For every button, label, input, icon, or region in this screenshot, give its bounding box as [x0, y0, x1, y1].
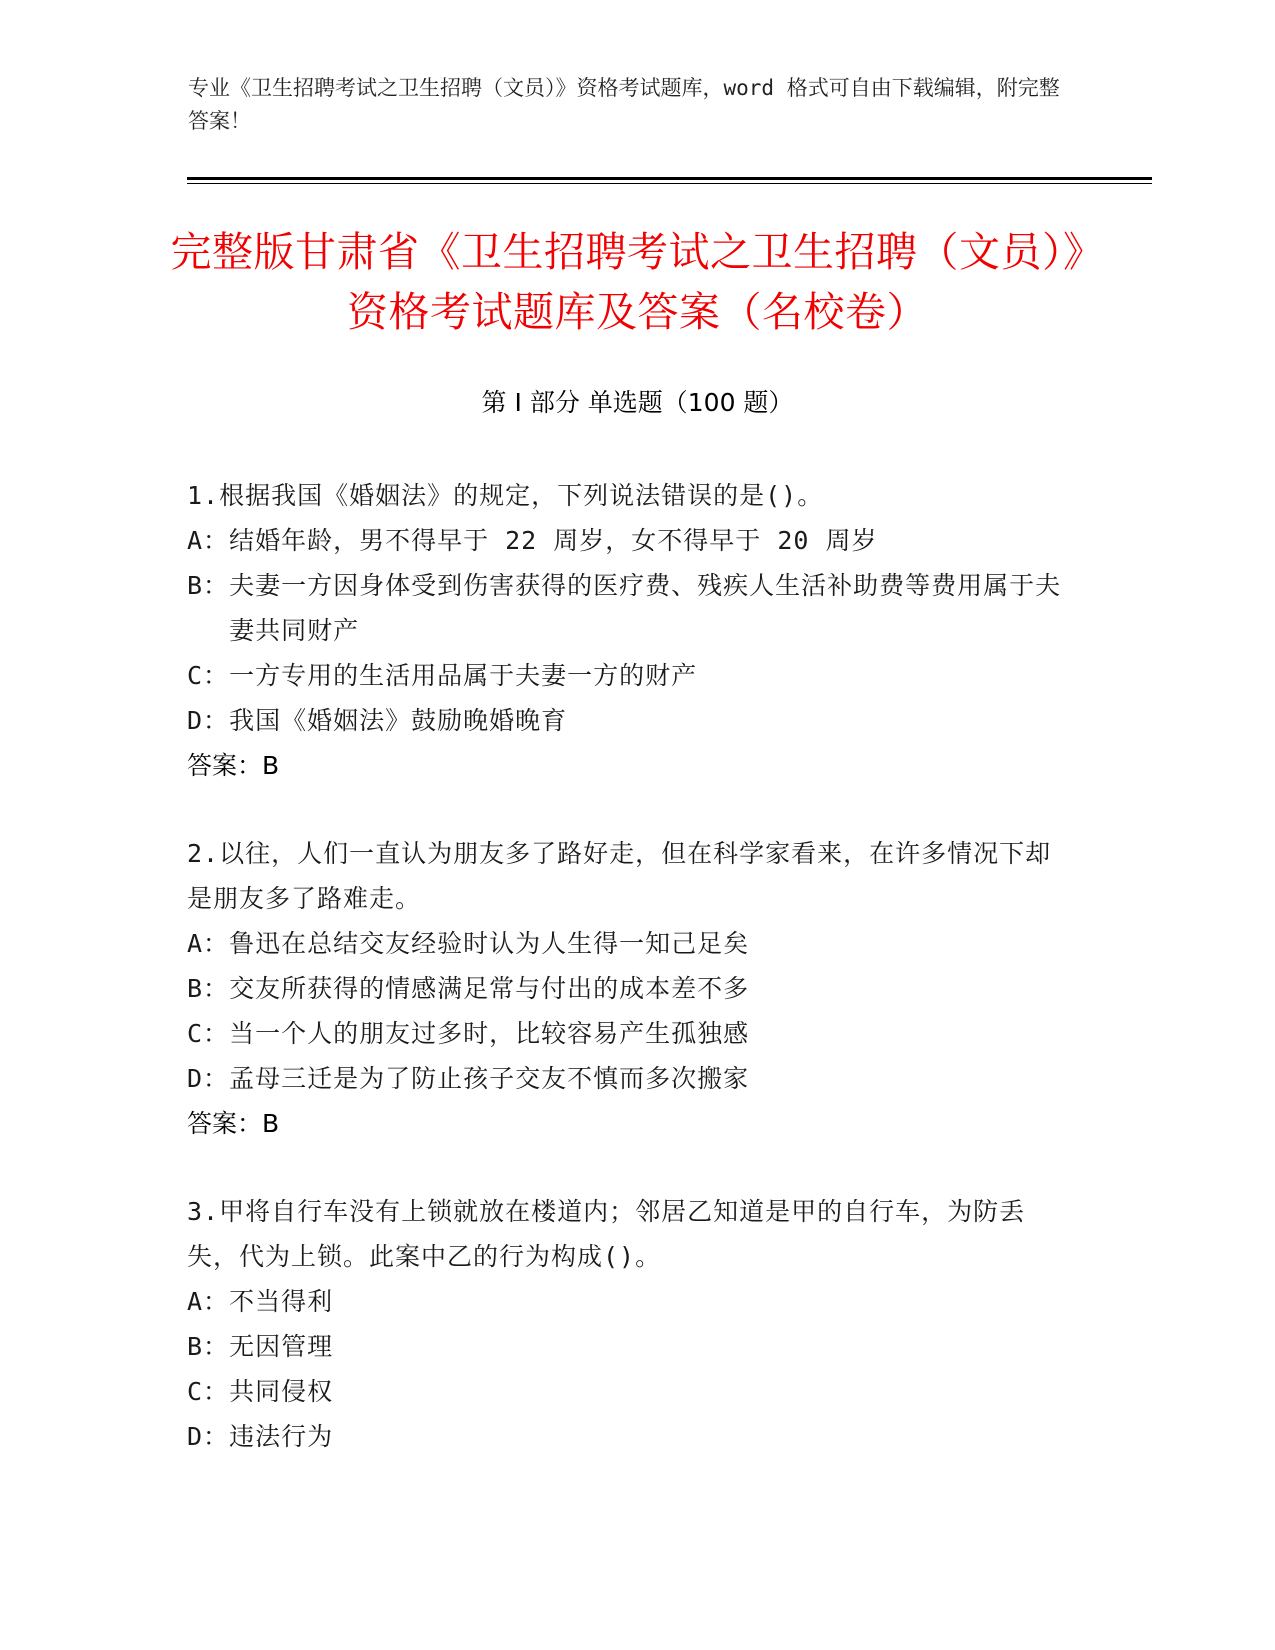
option-key: C： — [187, 1377, 230, 1406]
option-text: 违法行为 — [229, 1422, 334, 1451]
answer-line: 答案：B — [187, 1109, 280, 1138]
option-key: A： — [187, 1287, 230, 1316]
option-text: 不当得利 — [229, 1287, 334, 1316]
option-text: 一方专用的生活用品属于夫妻一方的财产 — [229, 661, 698, 690]
option-b — [187, 563, 1067, 653]
question-stem: 1.根据我国《婚姻法》的规定，下列说法错误的是()。 — [187, 481, 824, 510]
option-text: 我国《婚姻法》鼓励晚婚晚育 — [229, 706, 568, 735]
option-text: 鲁迅在总结交友经验时认为人生得一知己足矣 — [229, 929, 750, 958]
option-key: C： — [187, 661, 230, 690]
option-key: A： — [187, 929, 230, 958]
question-stem: 2.以往，人们一直认为朋友多了路好走，但在科学家看来，在许多情况下却是朋友多了路难走。 — [187, 839, 1052, 913]
option-a — [187, 1279, 1067, 1324]
option-b — [187, 1324, 1067, 1369]
section-heading: 第 I 部分 单选题（100 题） — [481, 388, 794, 417]
option-c — [187, 1369, 1067, 1414]
option-text: 交友所获得的情感满足常与付出的成本差不多 — [229, 974, 750, 1003]
document-title: 完整版甘肃省《卫生招聘考试之卫生招聘（文员）》资格考试题库及答案（名校卷） — [170, 228, 1105, 336]
option-c — [187, 653, 1067, 698]
option-a — [187, 518, 1067, 563]
option-key: D： — [187, 706, 230, 735]
header-note: 专业《卫生招聘考试之卫生招聘（文员）》资格考试题库，word 格式可自由下载编辑，附完整答案！ — [188, 76, 1060, 133]
option-key: B： — [187, 974, 230, 1003]
question-stem: 3.甲将自行车没有上锁就放在楼道内；邻居乙知道是甲的自行车，为防丢失，代为上锁。此案中乙的行为构成()。 — [187, 1197, 1026, 1271]
header-divider-thin — [187, 183, 1152, 184]
option-key: D： — [187, 1422, 230, 1451]
header-divider-thick — [187, 177, 1152, 180]
option-a — [187, 921, 1067, 966]
question-3 — [187, 1189, 1067, 1459]
option-key: D： — [187, 1064, 230, 1093]
option-text: 无因管理 — [229, 1332, 334, 1361]
question-list — [187, 473, 1067, 1502]
answer-line: 答案：B — [187, 751, 280, 780]
question-2 — [187, 831, 1067, 1146]
question-1 — [187, 473, 1067, 788]
option-key: B： — [187, 571, 230, 600]
option-text: 夫妻一方因身体受到伤害获得的医疗费、残疾人生活补助费等费用属于夫妻共同财产 — [229, 571, 1062, 645]
option-c — [187, 1011, 1067, 1056]
option-key: C： — [187, 1019, 230, 1048]
option-d — [187, 698, 1067, 743]
option-text: 孟母三迁是为了防止孩子交友不慎而多次搬家 — [229, 1064, 750, 1093]
option-text: 共同侵权 — [229, 1377, 334, 1406]
option-b — [187, 966, 1067, 1011]
option-key: B： — [187, 1332, 230, 1361]
option-d — [187, 1056, 1067, 1101]
option-d — [187, 1414, 1067, 1459]
option-text: 当一个人的朋友过多时，比较容易产生孤独感 — [229, 1019, 750, 1048]
option-text: 结婚年龄，男不得早于 22 周岁，女不得早于 20 周岁 — [229, 526, 878, 555]
option-key: A： — [187, 526, 230, 555]
